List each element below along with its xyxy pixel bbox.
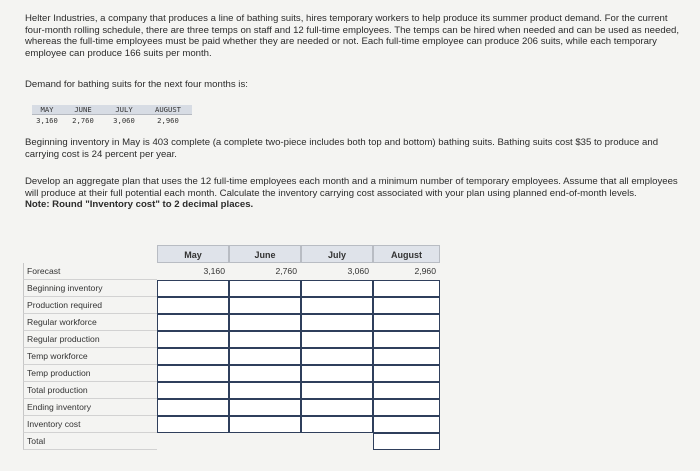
column-header-july: July <box>301 245 373 263</box>
answer-input[interactable] <box>157 280 229 297</box>
answer-input[interactable] <box>373 382 440 399</box>
row-label: Production required <box>23 297 157 314</box>
column-header-august: August <box>373 245 440 263</box>
answer-input[interactable] <box>229 365 301 382</box>
answer-input[interactable] <box>373 399 440 416</box>
answer-input[interactable] <box>157 399 229 416</box>
demand-value: 2,960 <box>157 116 179 125</box>
row-label: Temp workforce <box>23 348 157 365</box>
empty-cell <box>157 433 229 450</box>
answer-input[interactable] <box>157 365 229 382</box>
column-header-may: May <box>157 245 229 263</box>
demand-table <box>32 105 192 126</box>
answer-input[interactable] <box>373 331 440 348</box>
inventory-info: Beginning inventory in May is 403 complete (a complete two-piece includes both top and bottom) bathing suits. Bathing suits cost $35 to produce and carrying cost is 24 percent per year. <box>25 137 659 160</box>
demand-values <box>32 115 192 126</box>
answer-input[interactable] <box>229 314 301 331</box>
forecast-value: 2,760 <box>275 266 297 276</box>
answer-input[interactable] <box>373 348 440 365</box>
answer-input[interactable] <box>157 331 229 348</box>
demand-value: 3,160 <box>36 116 58 125</box>
answer-input[interactable] <box>301 348 373 365</box>
answer-input[interactable] <box>229 280 301 297</box>
row-label: Total production <box>23 382 157 399</box>
answer-input[interactable] <box>301 416 373 433</box>
answer-input[interactable] <box>157 348 229 365</box>
answer-input[interactable] <box>373 297 440 314</box>
row-label: Regular workforce <box>23 314 157 331</box>
forecast-value: 3,160 <box>203 266 225 276</box>
total-input[interactable] <box>373 433 440 450</box>
demand-month: JULY <box>115 105 133 114</box>
row-label: Ending inventory <box>23 399 157 416</box>
empty-cell <box>229 433 301 450</box>
task-description <box>25 176 687 211</box>
problem-intro: Helter Industries, a company that produces a line of bathing suits, hires temporary workers to help produce its summer product demand. For the current four-month rolling schedule, there are three temps on staff and 12 full-time employees. The temps can be hired when needed and can be used as needed, whereas the full-time employees must be paid whether they are needed or not. Each full-time employee can produce 206 suits, while each temporary employee can produce 166 suits per month. <box>25 13 680 59</box>
rounding-note: Note: Round "Inventory cost" to 2 decimal places. <box>25 199 254 211</box>
answer-input[interactable] <box>229 399 301 416</box>
answer-input[interactable] <box>301 297 373 314</box>
answer-input[interactable] <box>229 297 301 314</box>
answer-input[interactable] <box>373 365 440 382</box>
forecast-value: 2,960 <box>414 266 436 276</box>
demand-month: MAY <box>40 105 54 114</box>
answer-input[interactable] <box>229 382 301 399</box>
answer-input[interactable] <box>157 314 229 331</box>
row-label: Forecast <box>23 263 157 280</box>
forecast-value: 3,060 <box>347 266 369 276</box>
demand-header <box>32 105 192 115</box>
column-header-june: June <box>229 245 301 263</box>
aggregate-plan-table <box>23 245 440 450</box>
demand-intro: Demand for bathing suits for the next four months is: <box>25 79 248 90</box>
answer-input[interactable] <box>373 280 440 297</box>
answer-input[interactable] <box>301 365 373 382</box>
row-label: Inventory cost <box>23 416 157 433</box>
answer-input[interactable] <box>301 314 373 331</box>
answer-input[interactable] <box>301 331 373 348</box>
answer-input[interactable] <box>301 382 373 399</box>
answer-input[interactable] <box>373 314 440 331</box>
row-label: Regular production <box>23 331 157 348</box>
empty-cell <box>301 433 373 450</box>
demand-month: JUNE <box>74 105 92 114</box>
answer-input[interactable] <box>157 382 229 399</box>
answer-input[interactable] <box>229 348 301 365</box>
answer-input[interactable] <box>157 416 229 433</box>
row-label: Temp production <box>23 365 157 382</box>
row-label: Beginning inventory <box>23 280 157 297</box>
answer-input[interactable] <box>157 297 229 314</box>
demand-value: 3,060 <box>113 116 135 125</box>
answer-input[interactable] <box>229 416 301 433</box>
demand-month: AUGUST <box>155 105 181 114</box>
answer-input[interactable] <box>301 399 373 416</box>
demand-value: 2,760 <box>72 116 94 125</box>
task-text: Develop an aggregate plan that uses the 12 full-time employees each month and a minimum number of temporary employees. Assume that all employees will produce at their full potential each month. Calculate the inventory carrying cost associated with your plan using planned end-of-month levels. <box>25 176 678 199</box>
row-label: Total <box>23 433 157 450</box>
answer-input[interactable] <box>229 331 301 348</box>
answer-input[interactable] <box>301 280 373 297</box>
answer-input[interactable] <box>373 416 440 433</box>
